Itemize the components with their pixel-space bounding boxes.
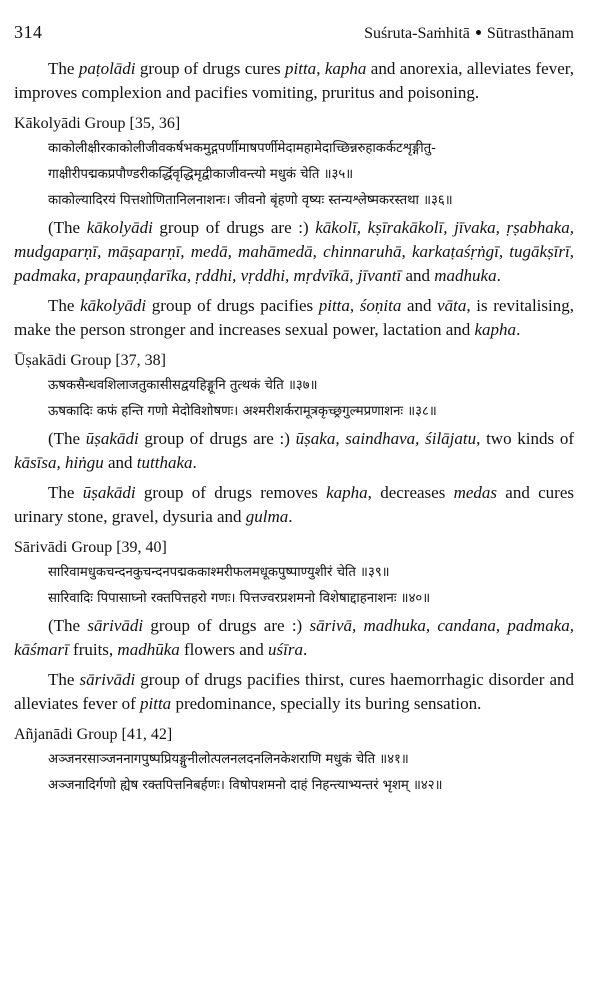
running-title-right: Sūtrasthānam: [486, 25, 574, 42]
italic-term: sārivādi: [87, 616, 144, 635]
sanskrit-verse: काकोल्यादिरयं पित्तशोणितानिलनाशनः। जीवनो बृंहणो वृष्यः स्तन्यश्लेष्मकरस्तथा ॥३६॥: [48, 193, 453, 208]
text-run: The: [48, 296, 81, 315]
italic-term: ūṣakādi: [85, 429, 139, 448]
text-run: and anorexia, alleviates fever, improves complexion and pacifies vomiting, pruritus and poisoning.: [14, 59, 574, 102]
text-run: and: [401, 296, 438, 315]
text-run: group of drugs cures: [135, 59, 286, 78]
sanskrit-verse: काकोलीक्षीरकाकोलीजीवकर्षभकमुद्गपर्णीमाषपर्णीमेदामहामेदाच्छिन्नरुहाकर्कटशृङ्गीतु-: [48, 141, 436, 156]
italic-term: ūṣakādi: [82, 483, 136, 502]
italic-term: madhūka: [117, 640, 180, 659]
text-run: .: [288, 507, 293, 526]
bullet-separator-icon: [476, 30, 481, 35]
text-run: The: [48, 59, 79, 78]
italic-term: kapha: [324, 59, 367, 78]
text-run: group of drugs are :): [143, 616, 310, 635]
italic-term: gulma: [245, 507, 289, 526]
italic-term: sārivā, madhuka, candana, padmaka, kāśmarī: [14, 616, 574, 659]
section-heading: Añjanādi Group [41, 42]: [14, 726, 173, 743]
group-section: [14, 352, 574, 529]
italic-term: medas: [453, 483, 498, 502]
italic-term: ūṣaka, saindhava, śilājatu: [295, 429, 477, 448]
italic-term: kākolī, kṣīrakākolī, jīvaka, ṛṣabhaka, mudgaparṇī, māṣaparṇī, medā, mahāmedā, chinnaruhā, karkaṭaśṛṅgī, tugākṣīrī, padmaka, prapauṇḍarīka, ṛddhi, vṛddhi, mṛdvīkā, jīvantī: [14, 218, 575, 285]
text-run: , two kinds of: [476, 429, 574, 448]
section-heading: Kākolyādi Group [35, 36]: [14, 115, 181, 132]
italic-term: kākolyādi: [86, 218, 153, 237]
group-section: [14, 115, 574, 342]
italic-term: sārivādi: [79, 670, 136, 689]
italic-term: pitta: [318, 296, 350, 315]
text-run: (The: [48, 616, 88, 635]
sanskrit-verse: ऊषकसैन्धवशिलाजतुकासीसद्वयहिङ्गूनि तुत्थकं चेति ॥३७॥: [48, 378, 318, 393]
text-run: ,: [316, 59, 325, 78]
text-run: .: [303, 640, 308, 659]
text-run: ,: [349, 296, 360, 315]
text-run: flowers and: [179, 640, 269, 659]
italic-term: pitta: [140, 694, 172, 713]
text-run: group of drugs pacifies thirst, cures haemorrhagic disorder and alleviates fever of: [14, 670, 574, 713]
text-run: .: [516, 320, 521, 339]
italic-term: kāsīsa, hiṅgu: [14, 453, 104, 472]
running-title-left: Suśruta-Saṁhitā: [364, 25, 470, 42]
section-heading: Ūṣakādi Group [37, 38]: [14, 352, 166, 369]
text-run: , decreases: [367, 483, 454, 502]
text-run: .: [192, 453, 197, 472]
italic-term: vāta: [437, 296, 467, 315]
intro-paragraph: [14, 57, 574, 105]
section-heading: Sārivādi Group [39, 40]: [14, 539, 167, 556]
text-run: (The: [48, 429, 86, 448]
text-run: and: [103, 453, 137, 472]
commentary-paragraph: [14, 481, 574, 529]
italic-term: kapha: [474, 320, 517, 339]
text-run: and: [401, 266, 435, 285]
italic-term: madhuka: [434, 266, 497, 285]
text-run: , is revitalising, make the person stronger and increases sexual power, lactation and: [14, 296, 574, 339]
text-run: The: [48, 670, 80, 689]
translation-paragraph: [14, 427, 574, 475]
italic-term: śoṇita: [359, 296, 402, 315]
italic-term: kapha: [326, 483, 368, 502]
italic-term: kākolyādi: [80, 296, 147, 315]
italic-term: paṭolādi: [78, 59, 136, 78]
text-run: The: [48, 483, 83, 502]
sanskrit-verse: अञ्जनादिर्गणो ह्येष रक्तपित्तनिबर्हणः। विषोपशमनो दाहं निहन्त्याभ्यन्तरं भृशम् ॥४२॥: [48, 778, 443, 793]
group-section: [14, 539, 574, 716]
text-run: and cures urinary stone, gravel, dysuria and: [14, 483, 574, 526]
text-run: group of drugs removes: [135, 483, 327, 502]
text-run: group of drugs are :): [152, 218, 316, 237]
group-section: [14, 726, 574, 797]
text-run: group of drugs are :): [138, 429, 296, 448]
text-run: .: [496, 266, 501, 285]
text-run: (The: [48, 218, 87, 237]
page-number: 314: [14, 22, 43, 42]
italic-term: tutthaka: [136, 453, 193, 472]
text-run: group of drugs pacifies: [146, 296, 319, 315]
sanskrit-verse: ऊषकादिः कफं हन्ति गणो मेदोविशोषणः। अश्मरीशर्करामूत्रकृच्छ्रगुल्मप्रणाशनः ॥३८॥: [48, 404, 437, 419]
commentary-paragraph: [14, 294, 574, 342]
text-run: predominance, specially its buring sensation.: [171, 694, 482, 713]
italic-term: pitta: [285, 59, 317, 78]
running-header: [14, 22, 574, 43]
sanskrit-verse: गाक्षीरीपद्मकप्रपौण्डरीकर्द्धिवृद्धिमृद्वीकाजीवन्त्यो मधुकं चेति ॥३५॥: [48, 167, 354, 182]
sanskrit-verse: सारिवादिः पिपासाघ्नो रक्तपित्तहरो गणः। पित्तज्वरप्रशमनो विशेषाद्दाहनाशनः ॥४०॥: [48, 591, 431, 606]
translation-paragraph: [14, 216, 574, 288]
sanskrit-verse: अञ्जनरसाञ्जननागपुष्पप्रियङ्गुनीलोत्पलनलदनलिनकेशराणि मधुकं चेति ॥४१॥: [48, 752, 409, 767]
commentary-paragraph: [14, 668, 574, 716]
translation-paragraph: [14, 614, 574, 662]
running-title: [364, 25, 574, 43]
italic-term: uśīra: [268, 640, 303, 659]
sanskrit-verse: सारिवामधुकचन्दनकुचन्दनपद्मककाश्मरीफलमधूकपुष्पाण्युशीरं चेति ॥३९॥: [48, 565, 390, 580]
text-run: fruits,: [68, 640, 118, 659]
